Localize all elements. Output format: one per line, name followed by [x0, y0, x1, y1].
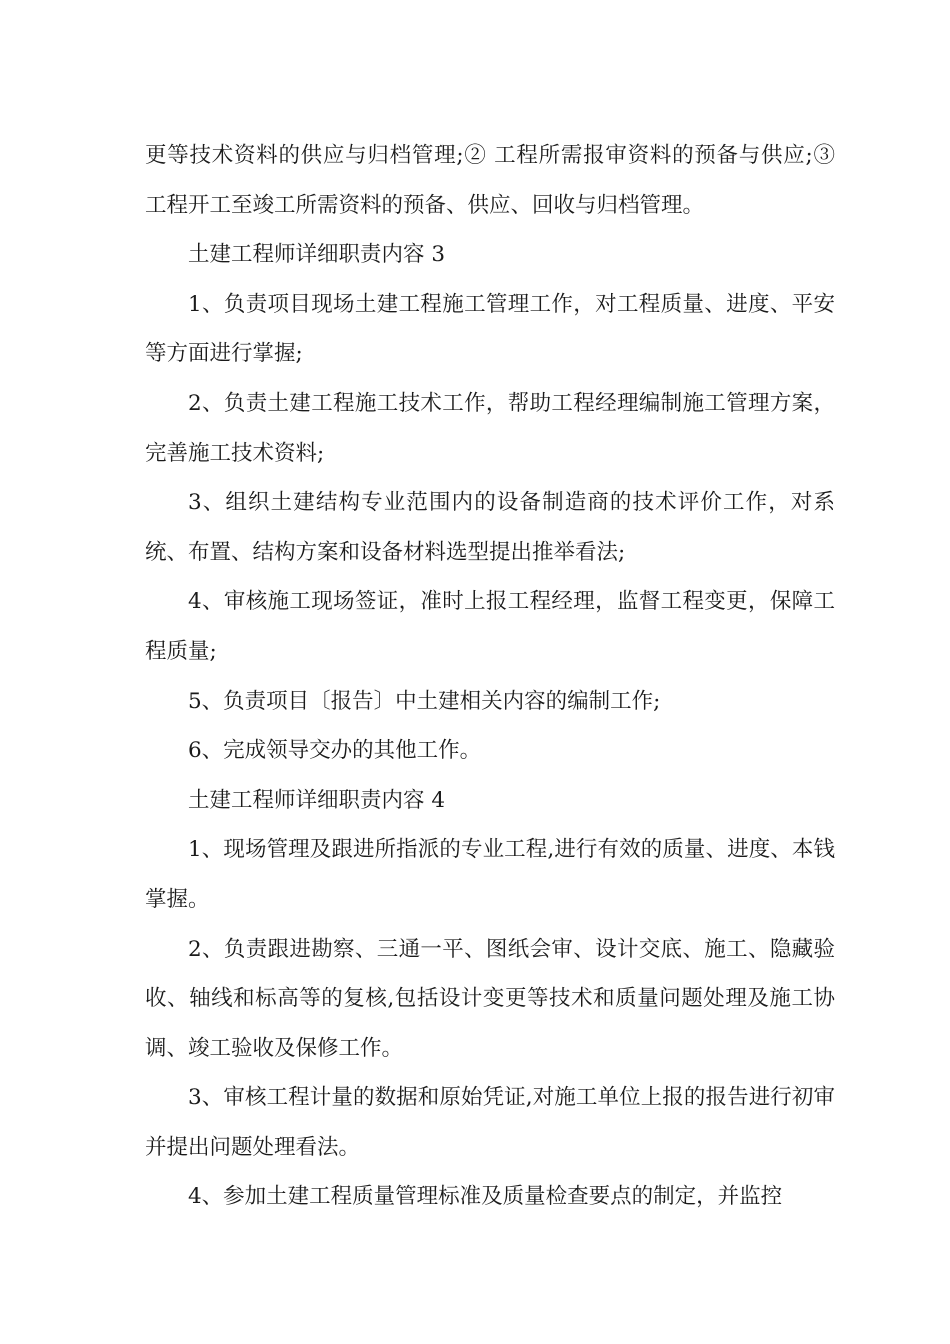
list-item: 3、组织土建结构专业范围内的设备制造商的技术评价工作，对系统、布置、结构方案和设备材料选型提出推举看法;	[145, 490, 835, 565]
document-body	[145, 131, 835, 1222]
list-item: 1、负责项目现场土建工程施工管理工作，对工程质量、进度、平安等方面进行掌握;	[145, 291, 835, 367]
section-heading-3: 土建工程师详细职责内容 3	[188, 242, 446, 268]
list-item: 3、审核工程计量的数据和原始凭证,对施工单位上报的报告进行初审并提出问题处理看法。	[145, 1085, 835, 1160]
list-item: 2、负责跟进勘察、三通一平、图纸会审、设计交底、施工、隐藏验收、轴线和标高等的复核,包括设计变更等技术和质量问题处理及施工协调、竣工验收及保修工作。	[145, 936, 835, 1061]
list-item: 4、参加土建工程质量管理标准及质量检查要点的制定，并监控	[188, 1184, 783, 1210]
paragraph-continuation: 更等技术资料的供应与归档管理;② 工程所需报审资料的预备与供应;③ 工程开工至竣工所需资料的预备、供应、回收与归档管理。	[145, 143, 835, 218]
section-heading-4: 土建工程师详细职责内容 4	[188, 787, 446, 813]
list-item: 2、负责土建工程施工技术工作，帮助工程经理编制施工管理方案，完善施工技术资料;	[145, 390, 835, 466]
list-item: 5、负责项目〔报告〕中土建相关内容的编制工作;	[188, 688, 661, 714]
list-item: 4、审核施工现场签证，准时上报工程经理，监督工程变更，保障工程质量;	[145, 589, 835, 664]
list-item: 6、完成领导交办的其他工作。	[188, 738, 482, 764]
list-item: 1、现场管理及跟进所指派的专业工程,进行有效的质量、进度、本钱掌握。	[145, 837, 835, 912]
